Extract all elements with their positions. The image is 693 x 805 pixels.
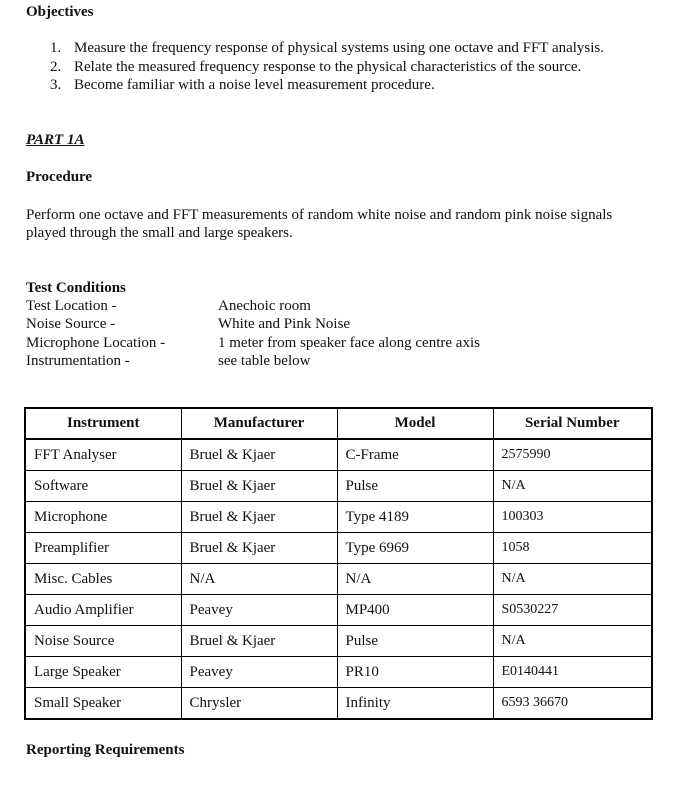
cell-model: Pulse [337, 626, 493, 657]
cell-instrument: Audio Amplifier [25, 595, 181, 626]
cell-manufacturer: Bruel & Kjaer [181, 533, 337, 564]
instrumentation-table [24, 407, 653, 720]
cell-model: Infinity [337, 688, 493, 720]
cell-instrument: Small Speaker [25, 688, 181, 720]
objective-text: Relate the measured frequency response to the physical characteristics of the source. [74, 59, 582, 75]
cell-instrument: Misc. Cables [25, 564, 181, 595]
noise-source-label: Noise Source - [26, 316, 116, 332]
header-instrument: Instrument [25, 408, 181, 439]
cell-manufacturer: Peavey [181, 595, 337, 626]
objective-item-3 [50, 77, 435, 94]
procedure-heading: Procedure [26, 169, 93, 185]
cell-manufacturer: Bruel & Kjaer [181, 626, 337, 657]
header-model: Model [337, 408, 493, 439]
objective-item-2 [50, 59, 581, 76]
header-serial-number: Serial Number [493, 408, 652, 439]
cell-instrument: FFT Analyser [25, 439, 181, 471]
test-location-label: Test Location - [26, 298, 117, 314]
cell-model: Pulse [337, 471, 493, 502]
test-conditions-heading: Test Conditions [26, 280, 126, 296]
objective-text: Measure the frequency response of physical systems using one octave and FFT analysis. [74, 40, 605, 56]
objective-item-1 [50, 40, 604, 57]
table-row [25, 439, 652, 471]
noise-source-value: White and Pink Noise [218, 316, 351, 332]
cell-manufacturer: Bruel & Kjaer [181, 439, 337, 471]
objective-number: 3. [50, 77, 62, 93]
cell-serial: N/A [493, 471, 652, 502]
microphone-location-value: 1 meter from speaker face along centre axis [218, 335, 480, 351]
table-row [25, 533, 652, 564]
cell-model: C-Frame [337, 439, 493, 471]
table-row [25, 688, 652, 720]
cell-instrument: Software [25, 471, 181, 502]
table-row [25, 502, 652, 533]
cell-manufacturer: Bruel & Kjaer [181, 502, 337, 533]
cell-manufacturer: N/A [181, 564, 337, 595]
table-row [25, 626, 652, 657]
cell-serial: N/A [493, 564, 652, 595]
cell-instrument: Microphone [25, 502, 181, 533]
table-header-row [25, 408, 652, 439]
cell-manufacturer: Peavey [181, 657, 337, 688]
objective-text: Become familiar with a noise level measurement procedure. [74, 77, 435, 93]
part-title: PART 1A [26, 132, 85, 148]
test-location-value: Anechoic room [218, 298, 311, 314]
instrumentation-value: see table below [218, 353, 311, 369]
cell-model: Type 6969 [337, 533, 493, 564]
cell-manufacturer: Bruel & Kjaer [181, 471, 337, 502]
header-manufacturer: Manufacturer [181, 408, 337, 439]
cell-instrument: Noise Source [25, 626, 181, 657]
cell-model: N/A [337, 564, 493, 595]
cell-serial: 2575990 [493, 439, 652, 471]
cell-model: MP400 [337, 595, 493, 626]
table-row [25, 657, 652, 688]
objectives-heading: Objectives [26, 4, 94, 20]
cell-serial: 100303 [493, 502, 652, 533]
procedure-text: Perform one octave and FFT measurements of random white noise and random pink noise signals played through the small and large speakers. [26, 207, 613, 241]
cell-serial: S0530227 [493, 595, 652, 626]
cell-serial: E0140441 [493, 657, 652, 688]
objective-number: 2. [50, 59, 62, 75]
cell-instrument: Preamplifier [25, 533, 181, 564]
cell-serial: N/A [493, 626, 652, 657]
table-row [25, 471, 652, 502]
table-row [25, 564, 652, 595]
table-row [25, 595, 652, 626]
cell-model: PR10 [337, 657, 493, 688]
reporting-heading: Reporting Requirements [26, 742, 185, 758]
cell-model: Type 4189 [337, 502, 493, 533]
objective-number: 1. [50, 40, 62, 56]
cell-manufacturer: Chrysler [181, 688, 337, 720]
microphone-location-label: Microphone Location - [26, 335, 166, 351]
cell-serial: 1058 [493, 533, 652, 564]
cell-serial: 6593 36670 [493, 688, 652, 720]
instrumentation-label: Instrumentation - [26, 353, 130, 369]
cell-instrument: Large Speaker [25, 657, 181, 688]
